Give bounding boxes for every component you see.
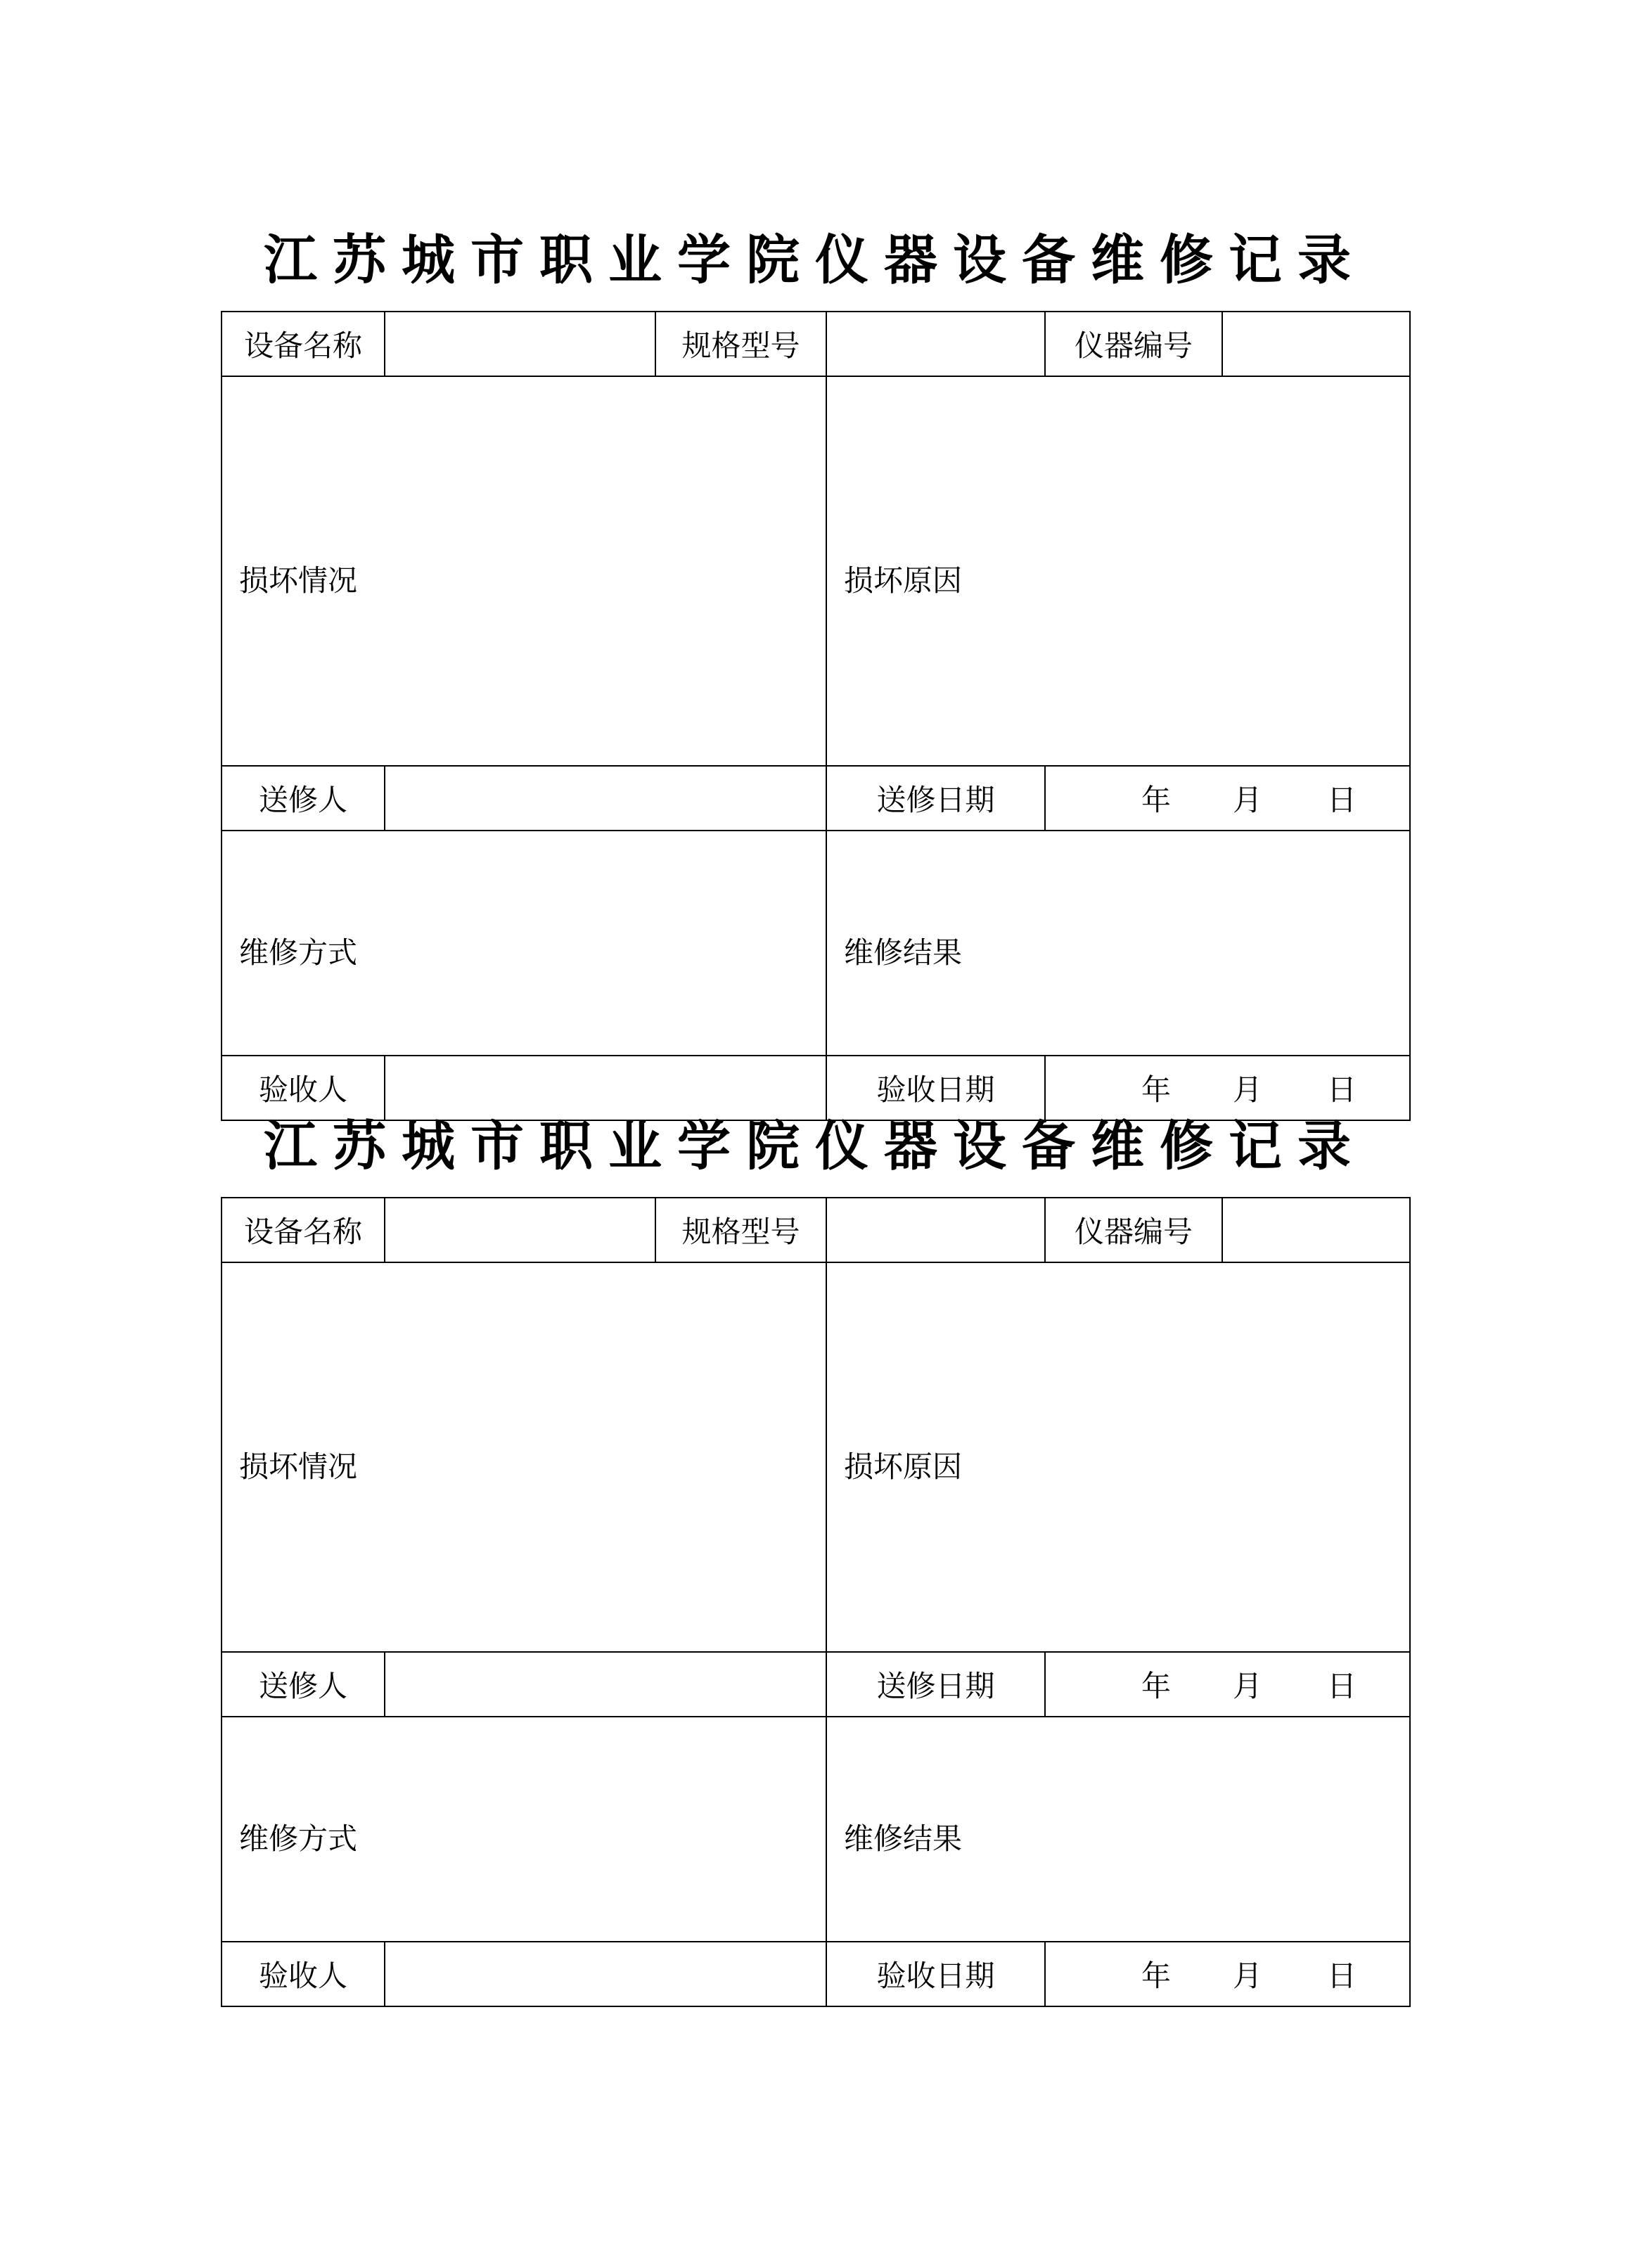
spec-model-label: 规格型号 bbox=[655, 312, 826, 376]
form-title: 江苏城市职业学院仪器设备维修记录 bbox=[264, 229, 1366, 291]
sender-label: 送修人 bbox=[222, 766, 385, 831]
month-label: 月 bbox=[1233, 1669, 1263, 1703]
spec-model-field[interactable] bbox=[826, 1198, 1045, 1262]
repair-row bbox=[222, 1717, 1410, 1942]
day-label: 日 bbox=[1327, 1959, 1357, 1993]
sender-field[interactable] bbox=[385, 1652, 826, 1717]
device-info-row bbox=[222, 312, 1410, 376]
sender-label: 送修人 bbox=[222, 1652, 385, 1717]
month-label: 月 bbox=[1233, 1072, 1263, 1107]
acceptor-field[interactable] bbox=[385, 1942, 826, 2006]
damage-condition-label: 损坏情况 bbox=[239, 1449, 358, 1484]
damage-cause-label: 损坏原因 bbox=[844, 563, 963, 598]
acceptor-label: 验收人 bbox=[222, 1056, 385, 1120]
send-row bbox=[222, 766, 1410, 831]
repair-method-field[interactable] bbox=[222, 1717, 826, 1942]
month-label: 月 bbox=[1233, 783, 1263, 817]
repair-row bbox=[222, 831, 1410, 1056]
form-title: 江苏城市职业学院仪器设备维修记录 bbox=[264, 1115, 1366, 1177]
year-label: 年 bbox=[1141, 1072, 1172, 1107]
acceptor-label: 验收人 bbox=[222, 1942, 385, 2006]
year-label: 年 bbox=[1141, 1959, 1172, 1993]
spec-model-label: 规格型号 bbox=[655, 1198, 826, 1262]
accept-date-field[interactable] bbox=[1045, 1942, 1410, 2006]
repair-record-table bbox=[221, 1197, 1411, 2007]
sender-field[interactable] bbox=[385, 766, 826, 831]
damage-condition-field[interactable] bbox=[222, 1262, 826, 1652]
accept-row bbox=[222, 1942, 1410, 2006]
device-info-row bbox=[222, 1198, 1410, 1262]
instrument-no-field[interactable] bbox=[1222, 312, 1410, 376]
repair-result-label: 维修结果 bbox=[844, 1821, 963, 1856]
repair-method-label: 维修方式 bbox=[239, 935, 358, 970]
device-name-label: 设备名称 bbox=[222, 1198, 385, 1262]
repair-result-label: 维修结果 bbox=[844, 935, 963, 970]
send-date-label: 送修日期 bbox=[826, 1652, 1045, 1717]
year-label: 年 bbox=[1141, 783, 1172, 817]
repair-method-label: 维修方式 bbox=[239, 1821, 358, 1856]
damage-row bbox=[222, 376, 1410, 766]
spec-model-field[interactable] bbox=[826, 312, 1045, 376]
year-label: 年 bbox=[1141, 1669, 1172, 1703]
instrument-no-field[interactable] bbox=[1222, 1198, 1410, 1262]
accept-date-label: 验收日期 bbox=[826, 1056, 1045, 1120]
instrument-no-label: 仪器编号 bbox=[1045, 1198, 1222, 1262]
device-name-label: 设备名称 bbox=[222, 312, 385, 376]
device-name-field[interactable] bbox=[385, 1198, 655, 1262]
repair-method-field[interactable] bbox=[222, 831, 826, 1056]
damage-condition-label: 损坏情况 bbox=[239, 563, 358, 598]
repair-record-table bbox=[221, 311, 1411, 1121]
damage-cause-field[interactable] bbox=[826, 1262, 1410, 1652]
damage-row bbox=[222, 1262, 1410, 1652]
accept-date-label: 验收日期 bbox=[826, 1942, 1045, 2006]
send-date-field[interactable] bbox=[1045, 766, 1410, 831]
send-date-field[interactable] bbox=[1045, 1652, 1410, 1717]
repair-result-field[interactable] bbox=[826, 831, 1410, 1056]
send-row bbox=[222, 1652, 1410, 1717]
repair-result-field[interactable] bbox=[826, 1717, 1410, 1942]
day-label: 日 bbox=[1327, 783, 1357, 817]
day-label: 日 bbox=[1327, 1669, 1357, 1703]
instrument-no-label: 仪器编号 bbox=[1045, 312, 1222, 376]
send-date-label: 送修日期 bbox=[826, 766, 1045, 831]
damage-condition-field[interactable] bbox=[222, 376, 826, 766]
month-label: 月 bbox=[1233, 1959, 1263, 1993]
device-name-field[interactable] bbox=[385, 312, 655, 376]
day-label: 日 bbox=[1327, 1072, 1357, 1107]
damage-cause-label: 损坏原因 bbox=[844, 1449, 963, 1484]
damage-cause-field[interactable] bbox=[826, 376, 1410, 766]
